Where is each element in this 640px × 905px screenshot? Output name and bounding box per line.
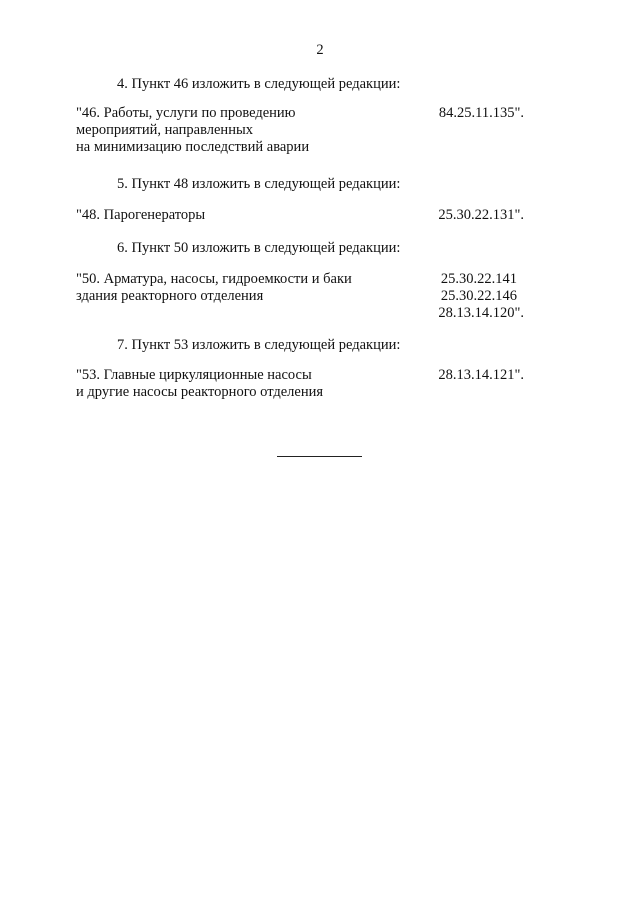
- item-53-codes: [438, 367, 524, 384]
- item-46-text: [76, 105, 416, 156]
- item-46-line-2: мероприятий, направленных: [76, 122, 253, 138]
- instruction-4: 4. Пункт 46 изложить в следующей редакции:: [117, 76, 401, 92]
- item-46-line-1: "46. Работы, услуги по проведению: [76, 105, 296, 121]
- item-46-line-3: на минимизацию последствий аварии: [76, 139, 310, 155]
- end-rule: [277, 456, 362, 457]
- item-50-code-1: 25.30.22.141: [440, 271, 517, 287]
- item-50-line-1: "50. Арматура, насосы, гидроемкости и баки: [76, 271, 352, 287]
- item-48-text: [76, 207, 416, 224]
- item-48-codes: [438, 207, 524, 224]
- item-50-codes: [438, 271, 524, 322]
- item-50-text: [76, 271, 416, 305]
- instruction-6: 6. Пункт 50 изложить в следующей редакции:: [117, 240, 401, 256]
- item-53-code-1: 28.13.14.121".: [438, 367, 524, 383]
- item-53-text: [76, 367, 416, 401]
- page-number: 2: [316, 42, 324, 58]
- item-46-code-1: 84.25.11.135".: [438, 105, 524, 121]
- instruction-5: 5. Пункт 48 изложить в следующей редакции:: [117, 176, 401, 192]
- item-53-line-1: "53. Главные циркуляционные насосы: [76, 367, 312, 383]
- item-48-code-1: 25.30.22.131".: [438, 207, 524, 223]
- item-53-line-2: и другие насосы реакторного отделения: [76, 384, 324, 400]
- item-50-line-2: здания реакторного отделения: [76, 288, 264, 304]
- item-50-code-2: 25.30.22.146: [440, 288, 517, 304]
- item-46-codes: [439, 105, 524, 122]
- instruction-7: 7. Пункт 53 изложить в следующей редакции:: [117, 337, 401, 353]
- item-50-code-3: 28.13.14.120".: [438, 305, 524, 321]
- item-48-line-1: "48. Парогенераторы: [76, 207, 206, 223]
